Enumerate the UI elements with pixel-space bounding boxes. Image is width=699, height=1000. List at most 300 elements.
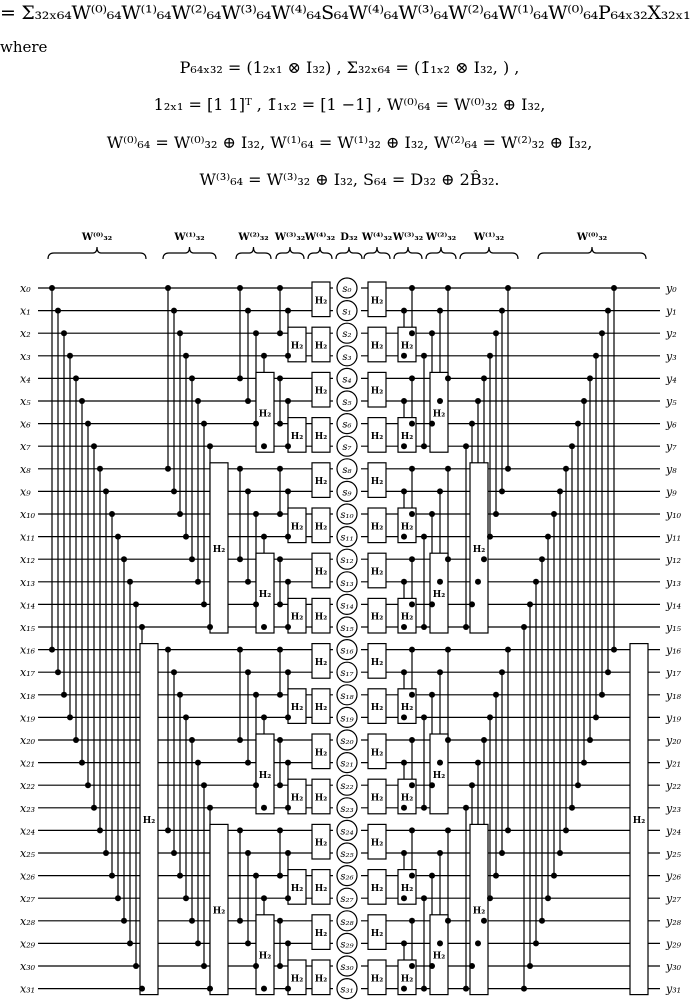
input-label: x₃ bbox=[20, 349, 31, 363]
h2-block-w4-right-label: H₂ bbox=[370, 703, 384, 714]
stage-w1-right-node bbox=[463, 986, 469, 992]
stage-w0-left-node bbox=[121, 556, 127, 562]
h2-block-w4-left-label: H₂ bbox=[314, 748, 328, 759]
output-label: y₁₈ bbox=[666, 688, 682, 702]
stage-w1-right-node bbox=[481, 556, 487, 562]
h2-block-w0-right-label: H₂ bbox=[632, 816, 646, 827]
stage-w3-left-node bbox=[277, 737, 283, 743]
stage-w0-right-node bbox=[599, 692, 605, 698]
stage-w0-right-node bbox=[539, 556, 545, 562]
stage-w1-right-node bbox=[475, 760, 481, 766]
input-label: x₂₆ bbox=[20, 869, 36, 883]
h2-block-w4-left-label: H₂ bbox=[314, 793, 328, 804]
h2-block-w4-right-label: H₂ bbox=[370, 477, 384, 488]
stage-w3-right-node bbox=[409, 556, 415, 562]
h2-block-w3-right-label: H₂ bbox=[400, 341, 414, 352]
stage-w3-right-node bbox=[409, 647, 415, 653]
stage-w1-left-node bbox=[165, 827, 171, 833]
stage-w1-left-node bbox=[183, 353, 189, 359]
output-label: y₁₀ bbox=[666, 508, 682, 521]
stage-w1-right-node bbox=[505, 285, 511, 291]
stage-w1-right-node bbox=[463, 805, 469, 811]
output-label: y₁₆ bbox=[666, 643, 682, 657]
stage-w2-left-node bbox=[237, 918, 243, 924]
stage-w0-left-node bbox=[85, 421, 91, 427]
h2-block-w2-left-label: H₂ bbox=[258, 951, 272, 962]
scaler-label: s₁₀ bbox=[340, 510, 354, 521]
stage-w2-right-node bbox=[429, 692, 435, 698]
stage-w3-left-node bbox=[285, 805, 291, 811]
stage-w0-left-node bbox=[55, 669, 61, 675]
stage-w3-left-node bbox=[285, 850, 291, 856]
stage-w2-right-node bbox=[437, 760, 443, 766]
stage-w2-right-node bbox=[437, 488, 443, 494]
stage-label: D₃₂ bbox=[340, 232, 358, 243]
input-label: x₇ bbox=[20, 440, 31, 454]
input-label: x₃₀ bbox=[20, 960, 36, 973]
stage-w1-left-node bbox=[171, 669, 177, 675]
stage-w3-left-node bbox=[277, 873, 283, 879]
scaler-label: s₉ bbox=[342, 487, 352, 499]
h2-block-w4-right-label: H₂ bbox=[370, 296, 384, 307]
stage-w2-right-node bbox=[445, 827, 451, 833]
scaler-label: s₁₂ bbox=[340, 555, 354, 567]
stage-w3-right-node bbox=[409, 737, 415, 743]
stage-w3-left-node bbox=[277, 918, 283, 924]
stage-w2-right-node bbox=[437, 308, 443, 314]
scaler-label: s₁₅ bbox=[340, 623, 354, 634]
stage-w3-left-node bbox=[277, 827, 283, 833]
stage-w2-right-node bbox=[429, 782, 435, 788]
input-label: x₂₅ bbox=[20, 847, 36, 860]
stage-w0-right-node bbox=[575, 421, 581, 427]
h2-block-w4-left-label: H₂ bbox=[314, 296, 328, 307]
stage-w1-left-node bbox=[183, 534, 189, 540]
stage-w3-left-node bbox=[285, 443, 291, 449]
input-label: x₈ bbox=[20, 462, 31, 476]
h2-block-w2-right-label: H₂ bbox=[432, 951, 446, 962]
stage-w2-left-node bbox=[261, 986, 267, 992]
definition-line-4: W⁽³⁾₆₄ = W⁽³⁾₃₂ ⊕ I₃₂, S₆₄ = D₃₂ ⊕ 2B̂₃₂. bbox=[199, 170, 500, 189]
stage-w2-right-node bbox=[429, 511, 435, 517]
stage-w2-right-node bbox=[429, 873, 435, 879]
stage-w3-right-node bbox=[401, 895, 407, 901]
stage-w1-right-node bbox=[475, 940, 481, 946]
stage-w3-left-node bbox=[285, 760, 291, 766]
stage-w2-left-node bbox=[261, 443, 267, 449]
stage-w3-left-node bbox=[285, 940, 291, 946]
stage-w3-right-node bbox=[401, 488, 407, 494]
stage-label: W⁽¹⁾₃₂ bbox=[473, 232, 505, 243]
stage-w0-left-node bbox=[85, 782, 91, 788]
h2-block-w1-left-label: H₂ bbox=[212, 544, 226, 555]
output-label: y₂₂ bbox=[666, 779, 682, 793]
scaler-label: s₃₁ bbox=[340, 984, 354, 996]
scaler-label: s₂₀ bbox=[340, 736, 354, 747]
stage-w2-right-node bbox=[445, 556, 451, 562]
input-label: x₃₁ bbox=[20, 982, 36, 996]
output-label: y₂ bbox=[666, 327, 677, 341]
stage-w2-left-node bbox=[253, 782, 259, 788]
stage-w0-right-node bbox=[569, 443, 575, 449]
stage-w2-right-node bbox=[421, 895, 427, 901]
stage-w0-right-node bbox=[605, 308, 611, 314]
h2-block-w4-left-label: H₂ bbox=[314, 657, 328, 668]
stage-w2-left-node bbox=[253, 963, 259, 969]
stage-w1-left-node bbox=[177, 330, 183, 336]
h2-block-w4-right-label: H₂ bbox=[370, 567, 384, 578]
stage-w1-right-node bbox=[475, 398, 481, 404]
output-label: y₂₇ bbox=[666, 892, 682, 906]
output-label: y₈ bbox=[666, 462, 677, 476]
stage-w0-left-node bbox=[133, 963, 139, 969]
stage-w0-right-node bbox=[569, 805, 575, 811]
stage-w3-right-node bbox=[409, 421, 415, 427]
stage-w1-right-node bbox=[493, 330, 499, 336]
stage-label: W⁽⁰⁾₃₂ bbox=[576, 232, 608, 243]
h2-block-w3-right-label: H₂ bbox=[400, 703, 414, 714]
stage-w1-left-node bbox=[165, 285, 171, 291]
h2-block-w4-left-label: H₂ bbox=[314, 341, 328, 352]
stage-w1-left-node bbox=[201, 782, 207, 788]
stage-w0-left-node bbox=[67, 714, 73, 720]
scaler-label: s₇ bbox=[342, 442, 352, 454]
stage-w0-right-node bbox=[581, 760, 587, 766]
output-label: y₆ bbox=[666, 417, 677, 431]
stage-w0-left-node bbox=[97, 827, 103, 833]
output-label: y₉ bbox=[666, 485, 677, 499]
h2-block-w3-right-label: H₂ bbox=[400, 431, 414, 442]
stage-w1-right-node bbox=[469, 963, 475, 969]
stage-w0-right-node bbox=[575, 782, 581, 788]
stage-w1-right-node bbox=[505, 647, 511, 653]
stage-w3-left-node bbox=[277, 692, 283, 698]
input-label: x₂₉ bbox=[20, 937, 36, 951]
stage-w3-left-node bbox=[277, 782, 283, 788]
stage-w2-left-node bbox=[237, 466, 243, 472]
input-label: x₁₆ bbox=[20, 643, 36, 657]
stage-w0-right-node bbox=[587, 375, 593, 381]
stage-w3-left-node bbox=[277, 647, 283, 653]
stage-w1-right-node bbox=[499, 488, 505, 494]
h2-block-w4-right-label: H₂ bbox=[370, 748, 384, 759]
h2-block-w3-right-label: H₂ bbox=[400, 974, 414, 985]
h2-block-w1-right-label: H₂ bbox=[472, 544, 486, 555]
stage-brace bbox=[276, 247, 304, 259]
stage-w0-right-node bbox=[557, 488, 563, 494]
stage-w1-left-node bbox=[177, 511, 183, 517]
scaler-label: s₁₈ bbox=[340, 690, 354, 702]
stage-w1-right-node bbox=[505, 827, 511, 833]
stage-w3-right-node bbox=[401, 986, 407, 992]
stage-w1-left-node bbox=[189, 918, 195, 924]
scaler-label: s₁₁ bbox=[340, 532, 354, 544]
output-label: y₇ bbox=[666, 440, 677, 454]
stage-brace bbox=[48, 247, 146, 259]
stage-w1-right-node bbox=[493, 692, 499, 698]
stage-brace bbox=[364, 247, 390, 259]
stage-w1-right-node bbox=[487, 353, 493, 359]
stage-w2-right-node bbox=[445, 375, 451, 381]
stage-w2-left-node bbox=[253, 330, 259, 336]
stage-w0-right-node bbox=[581, 398, 587, 404]
stage-w3-right-node bbox=[401, 760, 407, 766]
definition-line-3: W⁽⁰⁾₆₄ = W⁽⁰⁾₃₂ ⊕ I₃₂, W⁽¹⁾₆₄ = W⁽¹⁾₃₂ ⊕ I₃₂, W⁽²⁾₆₄ = W⁽²⁾₃₂ ⊕ I₃₂, bbox=[106, 133, 593, 152]
stage-w0-left-node bbox=[139, 624, 145, 630]
h2-block-w2-left-label: H₂ bbox=[258, 770, 272, 781]
input-label: x₁₈ bbox=[20, 688, 36, 702]
stage-w1-left-node bbox=[201, 601, 207, 607]
stage-w1-right-node bbox=[481, 918, 487, 924]
scaler-label: s₂₈ bbox=[340, 916, 354, 928]
input-label: x₁₇ bbox=[20, 666, 36, 680]
stage-w1-left-node bbox=[189, 737, 195, 743]
stage-w2-right-node bbox=[421, 714, 427, 720]
output-label: y₁₄ bbox=[666, 598, 682, 612]
stage-w2-left-node bbox=[245, 308, 251, 314]
stage-w3-right-node bbox=[409, 692, 415, 698]
stage-w0-right-node bbox=[557, 850, 563, 856]
output-label: y₅ bbox=[666, 395, 677, 408]
scaler-label: s₈ bbox=[342, 464, 352, 476]
scaler-label: s₂ bbox=[342, 329, 352, 341]
stage-w2-right-node bbox=[437, 669, 443, 675]
stage-w3-right-node bbox=[409, 330, 415, 336]
h2-block-w1-left-label: H₂ bbox=[212, 906, 226, 917]
stage-w2-right-node bbox=[421, 534, 427, 540]
stage-w0-right-node bbox=[593, 714, 599, 720]
stage-w0-right-node bbox=[533, 579, 539, 585]
stage-w2-left-node bbox=[261, 353, 267, 359]
input-label: x₂₈ bbox=[20, 914, 36, 928]
scaler-label: s₁₄ bbox=[340, 600, 354, 612]
output-label: y₂₃ bbox=[666, 801, 682, 815]
output-label: y₂₈ bbox=[666, 914, 682, 928]
stage-w0-left-node bbox=[115, 895, 121, 901]
stage-w3-left-node bbox=[285, 714, 291, 720]
stage-w0-left-node bbox=[61, 330, 67, 336]
stage-w3-left-node bbox=[277, 511, 283, 517]
stage-w2-left-node bbox=[237, 285, 243, 291]
stage-w0-right-node bbox=[605, 669, 611, 675]
input-label: x₁₂ bbox=[20, 553, 36, 567]
stage-w0-right-node bbox=[527, 963, 533, 969]
input-label: x₂₃ bbox=[20, 801, 36, 815]
stage-w0-right-node bbox=[551, 511, 557, 517]
h2-block-w4-right-label: H₂ bbox=[370, 974, 384, 985]
h2-block-w4-left-label: H₂ bbox=[314, 974, 328, 985]
stage-w3-left-node bbox=[285, 488, 291, 494]
stage-w0-right-node bbox=[593, 353, 599, 359]
h2-block-w4-left-label: H₂ bbox=[314, 522, 328, 533]
h2-block-w4-left-label: H₂ bbox=[314, 477, 328, 488]
scaler-label: s₆ bbox=[342, 419, 352, 431]
stage-w0-left-node bbox=[115, 534, 121, 540]
stage-w1-right-node bbox=[475, 579, 481, 585]
stage-w1-left-node bbox=[189, 375, 195, 381]
h2-block-w3-left-label: H₂ bbox=[290, 793, 304, 804]
input-label: x₁₉ bbox=[20, 711, 36, 725]
stage-w2-right-node bbox=[445, 285, 451, 291]
h2-block-w2-right-label: H₂ bbox=[432, 590, 446, 601]
stage-w2-left-node bbox=[245, 398, 251, 404]
stage-w3-left-node bbox=[277, 601, 283, 607]
definition-line-1: P₆₄ₓ₃₂ = (1₂ₓ₁ ⊗ I₃₂) , Σ₃₂ₓ₆₄ = (1̄₁ₓ₂ ⊗ I₃₂, ) , bbox=[179, 58, 520, 77]
h2-block-w2-left-label: H₂ bbox=[258, 590, 272, 601]
stage-w1-right-node bbox=[499, 669, 505, 675]
stage-w3-left-node bbox=[285, 398, 291, 404]
stage-w3-right-node bbox=[401, 714, 407, 720]
stage-w3-right-node bbox=[401, 805, 407, 811]
stage-w2-left-node bbox=[261, 624, 267, 630]
h2-block-w3-left-label: H₂ bbox=[290, 341, 304, 352]
stage-w0-right-node bbox=[611, 285, 617, 291]
h2-block-w3-left-label: H₂ bbox=[290, 612, 304, 623]
h2-block-w3-right-label: H₂ bbox=[400, 522, 414, 533]
input-label: x₁₄ bbox=[20, 598, 36, 612]
stage-w1-left-node bbox=[195, 398, 201, 404]
stage-w3-right-node bbox=[409, 285, 415, 291]
stage-w0-right-node bbox=[563, 827, 569, 833]
stage-w1-left-node bbox=[165, 466, 171, 472]
stage-w0-right-node bbox=[611, 647, 617, 653]
stage-w1-left-node bbox=[171, 850, 177, 856]
h2-block-w3-left-label: H₂ bbox=[290, 974, 304, 985]
stage-w1-left-node bbox=[207, 443, 213, 449]
stage-w1-left-node bbox=[171, 308, 177, 314]
stage-w3-right-node bbox=[409, 601, 415, 607]
stage-w0-left-node bbox=[91, 443, 97, 449]
scaler-label: s₁₉ bbox=[340, 713, 354, 725]
stage-w1-left-node bbox=[183, 895, 189, 901]
stage-w1-left-node bbox=[183, 714, 189, 720]
stage-w1-right-node bbox=[487, 895, 493, 901]
h2-block-w2-right-label: H₂ bbox=[432, 770, 446, 781]
stage-w0-left-node bbox=[127, 940, 133, 946]
stage-w3-right-node bbox=[401, 940, 407, 946]
scaler-label: s₁₃ bbox=[340, 577, 354, 589]
stage-w1-left-node bbox=[171, 488, 177, 494]
output-label: y₁₃ bbox=[666, 575, 682, 589]
stage-w0-right-node bbox=[545, 895, 551, 901]
h2-block-w3-right-label: H₂ bbox=[400, 793, 414, 804]
h2-block-w4-right-label: H₂ bbox=[370, 341, 384, 352]
scaler-label: s₁₆ bbox=[340, 645, 354, 657]
output-label: y₁₇ bbox=[666, 666, 682, 680]
stage-w3-left-node bbox=[285, 353, 291, 359]
scaler-label: s₂₆ bbox=[340, 871, 354, 883]
scaler-label: s₁₇ bbox=[340, 668, 354, 680]
stage-w3-right-node bbox=[401, 624, 407, 630]
input-label: x₂₁ bbox=[20, 756, 36, 770]
h2-block-w0-left-label: H₂ bbox=[142, 816, 156, 827]
output-label: y₂₄ bbox=[666, 824, 682, 838]
stage-w1-left-node bbox=[201, 963, 207, 969]
input-label: x₆ bbox=[20, 417, 31, 431]
stage-w2-left-node bbox=[245, 850, 251, 856]
stage-w1-right-node bbox=[469, 601, 475, 607]
stage-w3-left-node bbox=[277, 466, 283, 472]
stage-w2-right-node bbox=[421, 805, 427, 811]
stage-w3-left-node bbox=[285, 624, 291, 630]
stage-w3-right-node bbox=[409, 918, 415, 924]
scaler-label: s₂₄ bbox=[340, 826, 354, 838]
stage-w3-right-node bbox=[401, 579, 407, 585]
h2-block-w4-right-label: H₂ bbox=[370, 793, 384, 804]
stage-w1-right-node bbox=[469, 782, 475, 788]
stage-w0-left-node bbox=[73, 375, 79, 381]
stage-w0-right-node bbox=[563, 466, 569, 472]
output-label: y₃₀ bbox=[666, 960, 682, 973]
stage-w1-right-node bbox=[499, 308, 505, 314]
stage-w1-left-node bbox=[189, 556, 195, 562]
stage-w0-right-node bbox=[533, 940, 539, 946]
stage-w3-left-node bbox=[285, 986, 291, 992]
scaler-label: s₂₃ bbox=[340, 803, 354, 815]
stage-label: W⁽³⁾₃₂ bbox=[274, 232, 306, 243]
stage-brace bbox=[538, 247, 646, 259]
stage-w0-right-node bbox=[545, 534, 551, 540]
stage-w3-right-node bbox=[401, 398, 407, 404]
stage-brace bbox=[460, 247, 518, 259]
scaler-label: s₀ bbox=[342, 284, 352, 295]
stage-w2-right-node bbox=[445, 918, 451, 924]
stage-w2-right-node bbox=[421, 986, 427, 992]
stage-w2-left-node bbox=[261, 714, 267, 720]
stage-w2-right-node bbox=[429, 421, 435, 427]
stage-w3-right-node bbox=[401, 534, 407, 540]
stage-brace bbox=[163, 247, 216, 259]
stage-w0-left-node bbox=[91, 805, 97, 811]
scaler-label: s₃ bbox=[342, 351, 352, 363]
input-label: x₂₇ bbox=[20, 892, 36, 906]
h2-block-w4-left-label: H₂ bbox=[314, 838, 328, 849]
stage-w2-left-node bbox=[237, 827, 243, 833]
stage-w3-right-node bbox=[409, 827, 415, 833]
stage-w0-left-node bbox=[121, 918, 127, 924]
scaler-label: s₂₇ bbox=[340, 894, 354, 906]
stage-w2-left-node bbox=[245, 488, 251, 494]
stage-w1-left-node bbox=[207, 805, 213, 811]
stage-w2-right-node bbox=[437, 850, 443, 856]
h2-block-w3-left-label: H₂ bbox=[290, 522, 304, 533]
h2-block-w4-right-label: H₂ bbox=[370, 522, 384, 533]
output-label: y₁ bbox=[666, 304, 677, 318]
h2-block-w4-left-label: H₂ bbox=[314, 883, 328, 894]
h2-block-w3-right-label: H₂ bbox=[400, 883, 414, 894]
h2-block-w2-right-label: H₂ bbox=[432, 409, 446, 420]
stage-w0-left-node bbox=[79, 398, 85, 404]
stage-w2-left-node bbox=[237, 647, 243, 653]
input-label: x₁₀ bbox=[20, 508, 36, 521]
stage-w1-left-node bbox=[195, 940, 201, 946]
scaler-label: s₄ bbox=[342, 374, 352, 386]
stage-brace bbox=[308, 247, 332, 259]
input-label: x₁₅ bbox=[20, 621, 36, 634]
stage-w2-left-node bbox=[261, 895, 267, 901]
stage-w2-left-node bbox=[261, 534, 267, 540]
node-layer bbox=[49, 285, 617, 992]
output-label: y₃ bbox=[666, 349, 677, 363]
h2-block-w4-left-label: H₂ bbox=[314, 386, 328, 397]
stage-w2-left-node bbox=[253, 601, 259, 607]
stage-w2-right-node bbox=[429, 330, 435, 336]
stage-w3-left-node bbox=[285, 308, 291, 314]
stage-w3-right-node bbox=[409, 782, 415, 788]
output-label: y₂₉ bbox=[666, 937, 682, 951]
stage-w3-right-node bbox=[401, 353, 407, 359]
stage-w1-left-node bbox=[195, 760, 201, 766]
